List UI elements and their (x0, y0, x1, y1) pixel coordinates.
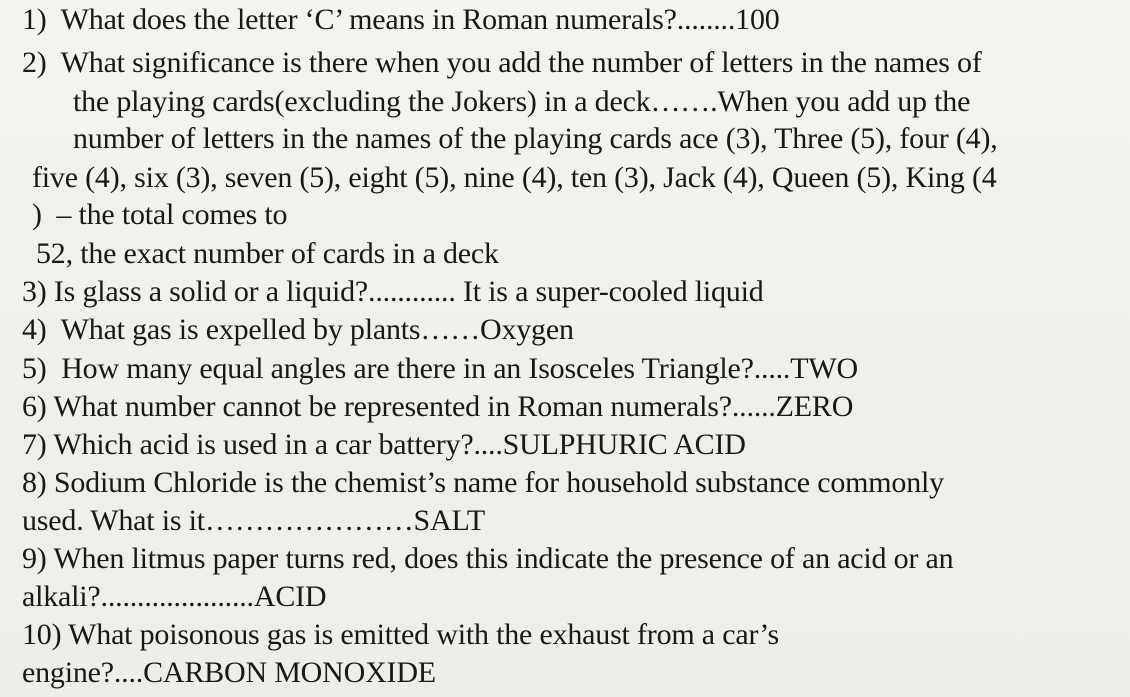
question-9-line-2 (22, 579, 326, 615)
question-2-line-2 (73, 84, 970, 120)
line-text: 2) What significance is there when you add the number of letters in the names of (22, 46, 982, 79)
line-text: number of letters in the names of the playing cards ace (3), Three (5), four (4), (73, 122, 998, 155)
question-2-line-3 (73, 121, 998, 157)
line-text: 10) What poisonous gas is emitted with the exhaust from a car’s (22, 618, 779, 651)
line-text: 5) How many equal angles are there in an Isosceles Triangle?.....TWO (22, 352, 858, 385)
question-3-line (22, 274, 764, 310)
question-5-line (22, 351, 858, 387)
line-text: alkali?.....................ACID (22, 580, 327, 613)
line-text: ) – the total comes to (32, 198, 288, 231)
line-text: 7) Which acid is used in a car battery?....SULPHURIC ACID (22, 428, 746, 461)
question-9-line (22, 541, 953, 577)
question-7-line (22, 427, 746, 463)
question-2-line (22, 45, 982, 81)
line-text: five (4), six (3), seven (5), eight (5), nine (4), ten (3), Jack (4), Queen (5), King (4 (32, 161, 997, 194)
question-2-line-5 (32, 197, 287, 233)
line-text: engine?....CARBON MONOXIDE (22, 656, 436, 689)
line-text: 9) When litmus paper turns red, does this indicate the presence of an acid or an (22, 542, 954, 575)
line-text: 52, the exact number of cards in a deck (36, 237, 499, 270)
line-text: 4) What gas is expelled by plants……Oxygen (22, 313, 574, 346)
question-10-line-2 (22, 655, 436, 691)
question-10-line (22, 617, 779, 653)
question-4-line (22, 312, 574, 348)
line-text: 8) Sodium Chloride is the chemist’s name for household substance commonly (22, 466, 944, 499)
line-text: 6) What number cannot be represented in Roman numerals?......ZERO (22, 390, 854, 423)
question-6-line (22, 389, 853, 425)
question-8-line (22, 465, 944, 501)
line-text: 3) Is glass a solid or a liquid?............ It is a super-cooled liquid (22, 275, 764, 308)
line-text: the playing cards(excluding the Jokers) in a deck…….When you add up the (73, 85, 971, 118)
question-2-line-6 (36, 236, 499, 272)
line-text: used. What is it…………………SALT (22, 504, 485, 537)
question-8-line-2 (22, 503, 485, 539)
line-text: 1) What does the letter ‘C’ means in Roman numerals?........100 (22, 3, 780, 36)
question-1-line (22, 2, 780, 38)
question-2-line-4 (32, 160, 997, 196)
